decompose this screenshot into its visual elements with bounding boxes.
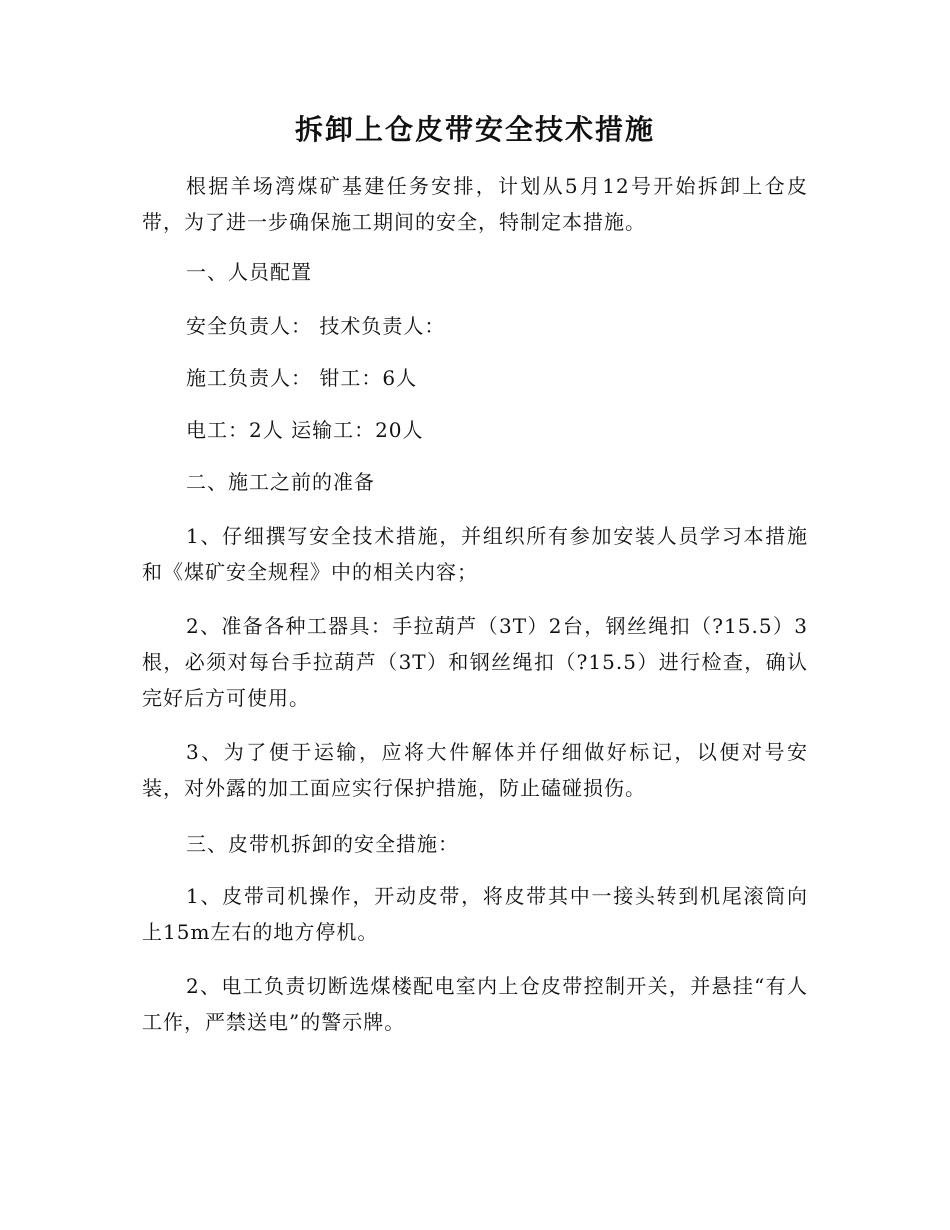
section-heading-safety-measures: 三、皮带机拆卸的安全措施： [186, 832, 459, 856]
preparation-item-2: 2、准备各种工器具：手拉葫芦（3T）2台，钢丝绳扣（?15.5）3根，必须对每台手拉葫芦（3T）和钢丝绳扣（?15.5）进行检查，确认完好后方可使用。 [142, 614, 808, 710]
preparation-item-3: 3、为了便于运输，应将大件解体并仔细做好标记，以便对号安装，对外露的加工面应实行保护措施，防止磕碰损伤。 [142, 740, 808, 800]
document-title: 拆卸上仓皮带安全技术措施 [294, 113, 655, 146]
safety-item-2: 2、电工负责切断选煤楼配电室内上仓皮带控制开关，并悬挂“有人工作，严禁送电”的警示牌。 [142, 974, 808, 1034]
section-heading-personnel: 一、人员配置 [186, 260, 312, 284]
section-heading-preparation: 二、施工之前的准备 [186, 470, 375, 494]
safety-item-1: 1、皮带司机操作，开动皮带，将皮带其中一接头转到机尾滚筒向上15m左右的地方停机。 [142, 884, 808, 944]
preparation-item-1: 1、仔细撰写安全技术措施，并组织所有参加安装人员学习本措施和《煤矿安全规程》中的相关内容； [142, 524, 808, 584]
personnel-line-3: 电工：2人 运输工：20人 [186, 418, 424, 442]
personnel-line-2: 施工负责人： 钳工：6人 [186, 366, 418, 390]
intro-paragraph: 根据羊场湾煤矿基建任务安排，计划从5月12号开始拆卸上仓皮带，为了进一步确保施工期间的安全，特制定本措施。 [142, 174, 808, 234]
personnel-line-1: 安全负责人： 技术负责人： [186, 314, 446, 338]
